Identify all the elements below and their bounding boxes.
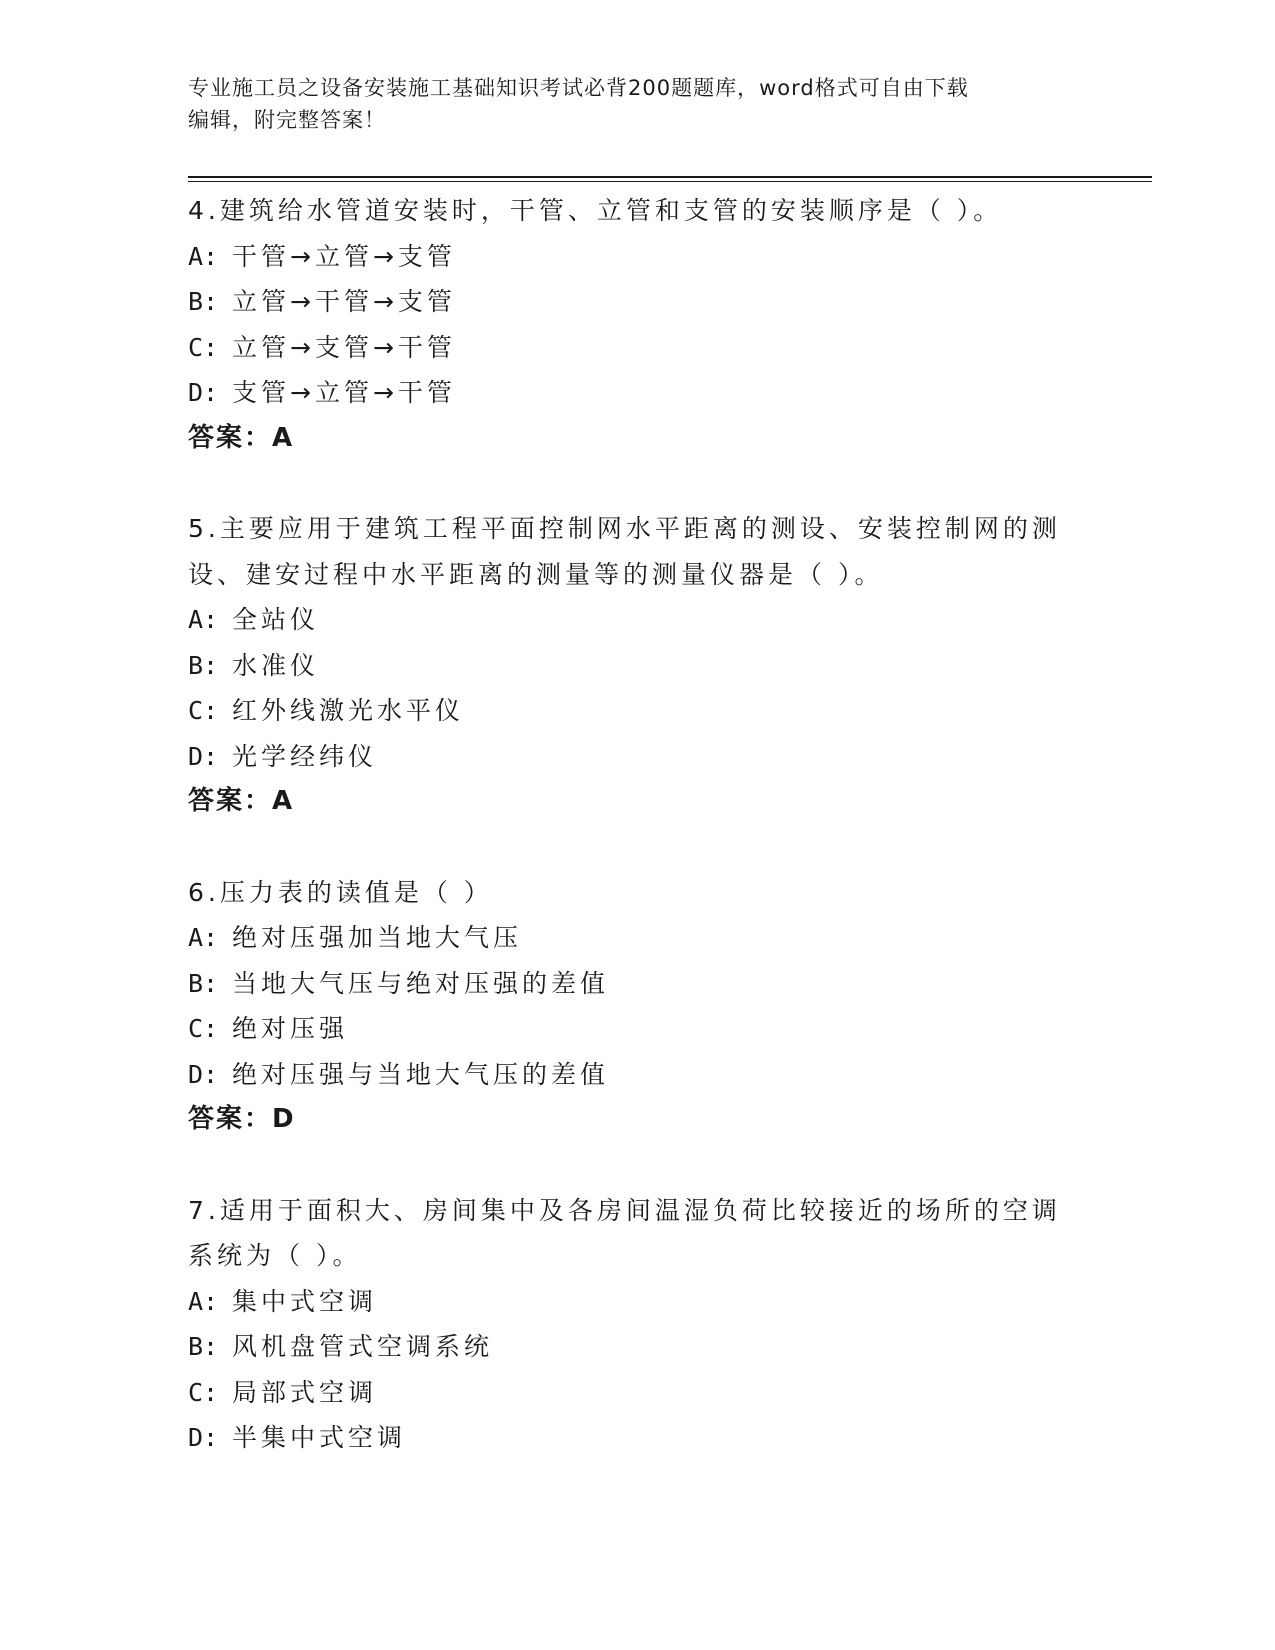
option-b [188,279,1088,325]
option-text: 半集中式空调 [232,1423,407,1452]
option-text: 干管→立管→支管 [232,241,456,271]
option-letter: A: [188,923,219,952]
question-5 [188,506,1088,825]
option-letter: B: [188,1332,219,1361]
option-d [188,1415,1088,1461]
option-c [188,1006,1088,1052]
option-a [188,1279,1088,1325]
option-letter: A: [188,1286,219,1316]
option-text: 集中式空调 [232,1286,378,1316]
option-c [188,1370,1088,1416]
option-text: 立管→干管→支管 [232,287,456,316]
question-7 [188,1188,1088,1461]
question-4 [188,188,1088,461]
option-letter: C: [188,1377,219,1407]
header-divider-thick [188,176,1152,178]
option-letter: B: [188,650,219,680]
option-letter: C: [188,696,219,725]
option-c [188,688,1088,734]
option-letter: A: [188,241,219,271]
option-letter: D: [188,741,219,771]
option-text: 光学经纬仪 [232,741,378,771]
question-stem: 4.建筑给水管道安装时，干管、立管和支管的安装顺序是（ ）。 [188,196,1003,225]
option-text: 水准仪 [232,650,320,680]
option-letter: C: [188,1014,219,1043]
question-6 [188,870,1088,1143]
option-d [188,370,1088,416]
option-text: 绝对压强与当地大气压的差值 [232,1059,610,1089]
option-text: 绝对压强 [232,1014,349,1043]
option-text: 全站仪 [232,605,320,634]
option-text: 立管→支管→干管 [232,332,456,362]
option-letter: A: [188,605,219,634]
option-letter: B: [188,968,219,998]
answer-line: 答案：D [188,1104,296,1134]
option-b [188,643,1088,689]
option-d [188,734,1088,780]
option-text: 绝对压强加当地大气压 [232,923,523,952]
question-stem: 5.主要应用于建筑工程平面控制网水平距离的测设、安装控制网的测设、建安过程中水平距离的测量等的测量仪器是（ ）。 [188,514,1061,589]
option-letter: D: [188,1423,219,1452]
option-letter: C: [188,332,219,362]
page-header [188,72,1088,136]
question-stem: 6.压力表的读值是（ ） [188,877,493,907]
option-b [188,1324,1088,1370]
question-stem: 7.适用于面积大、房间集中及各房间温湿负荷比较接近的场所的空调系统为（ ）。 [188,1195,1061,1270]
option-letter: D: [188,378,219,407]
option-text: 当地大气压与绝对压强的差值 [232,968,610,998]
question-list [188,188,1088,1506]
option-a [188,915,1088,961]
option-letter: B: [188,287,219,316]
header-title-line-1: 专业施工员之设备安装施工基础知识考试必背200题题库，word格式可自由下载 [188,76,969,100]
answer-line: 答案：A [188,422,295,453]
option-text: 红外线激光水平仪 [232,696,465,725]
header-title-line-2: 编辑，附完整答案！ [188,108,386,132]
option-text: 风机盘管式空调系统 [232,1332,494,1361]
option-text: 局部式空调 [232,1377,378,1407]
answer-line: 答案：A [188,786,295,816]
option-a [188,597,1088,643]
option-text: 支管→立管→干管 [232,378,456,407]
option-b [188,961,1088,1007]
option-a [188,234,1088,280]
option-d [188,1052,1088,1098]
header-divider-thin [188,181,1152,182]
option-c [188,325,1088,371]
option-letter: D: [188,1059,219,1089]
